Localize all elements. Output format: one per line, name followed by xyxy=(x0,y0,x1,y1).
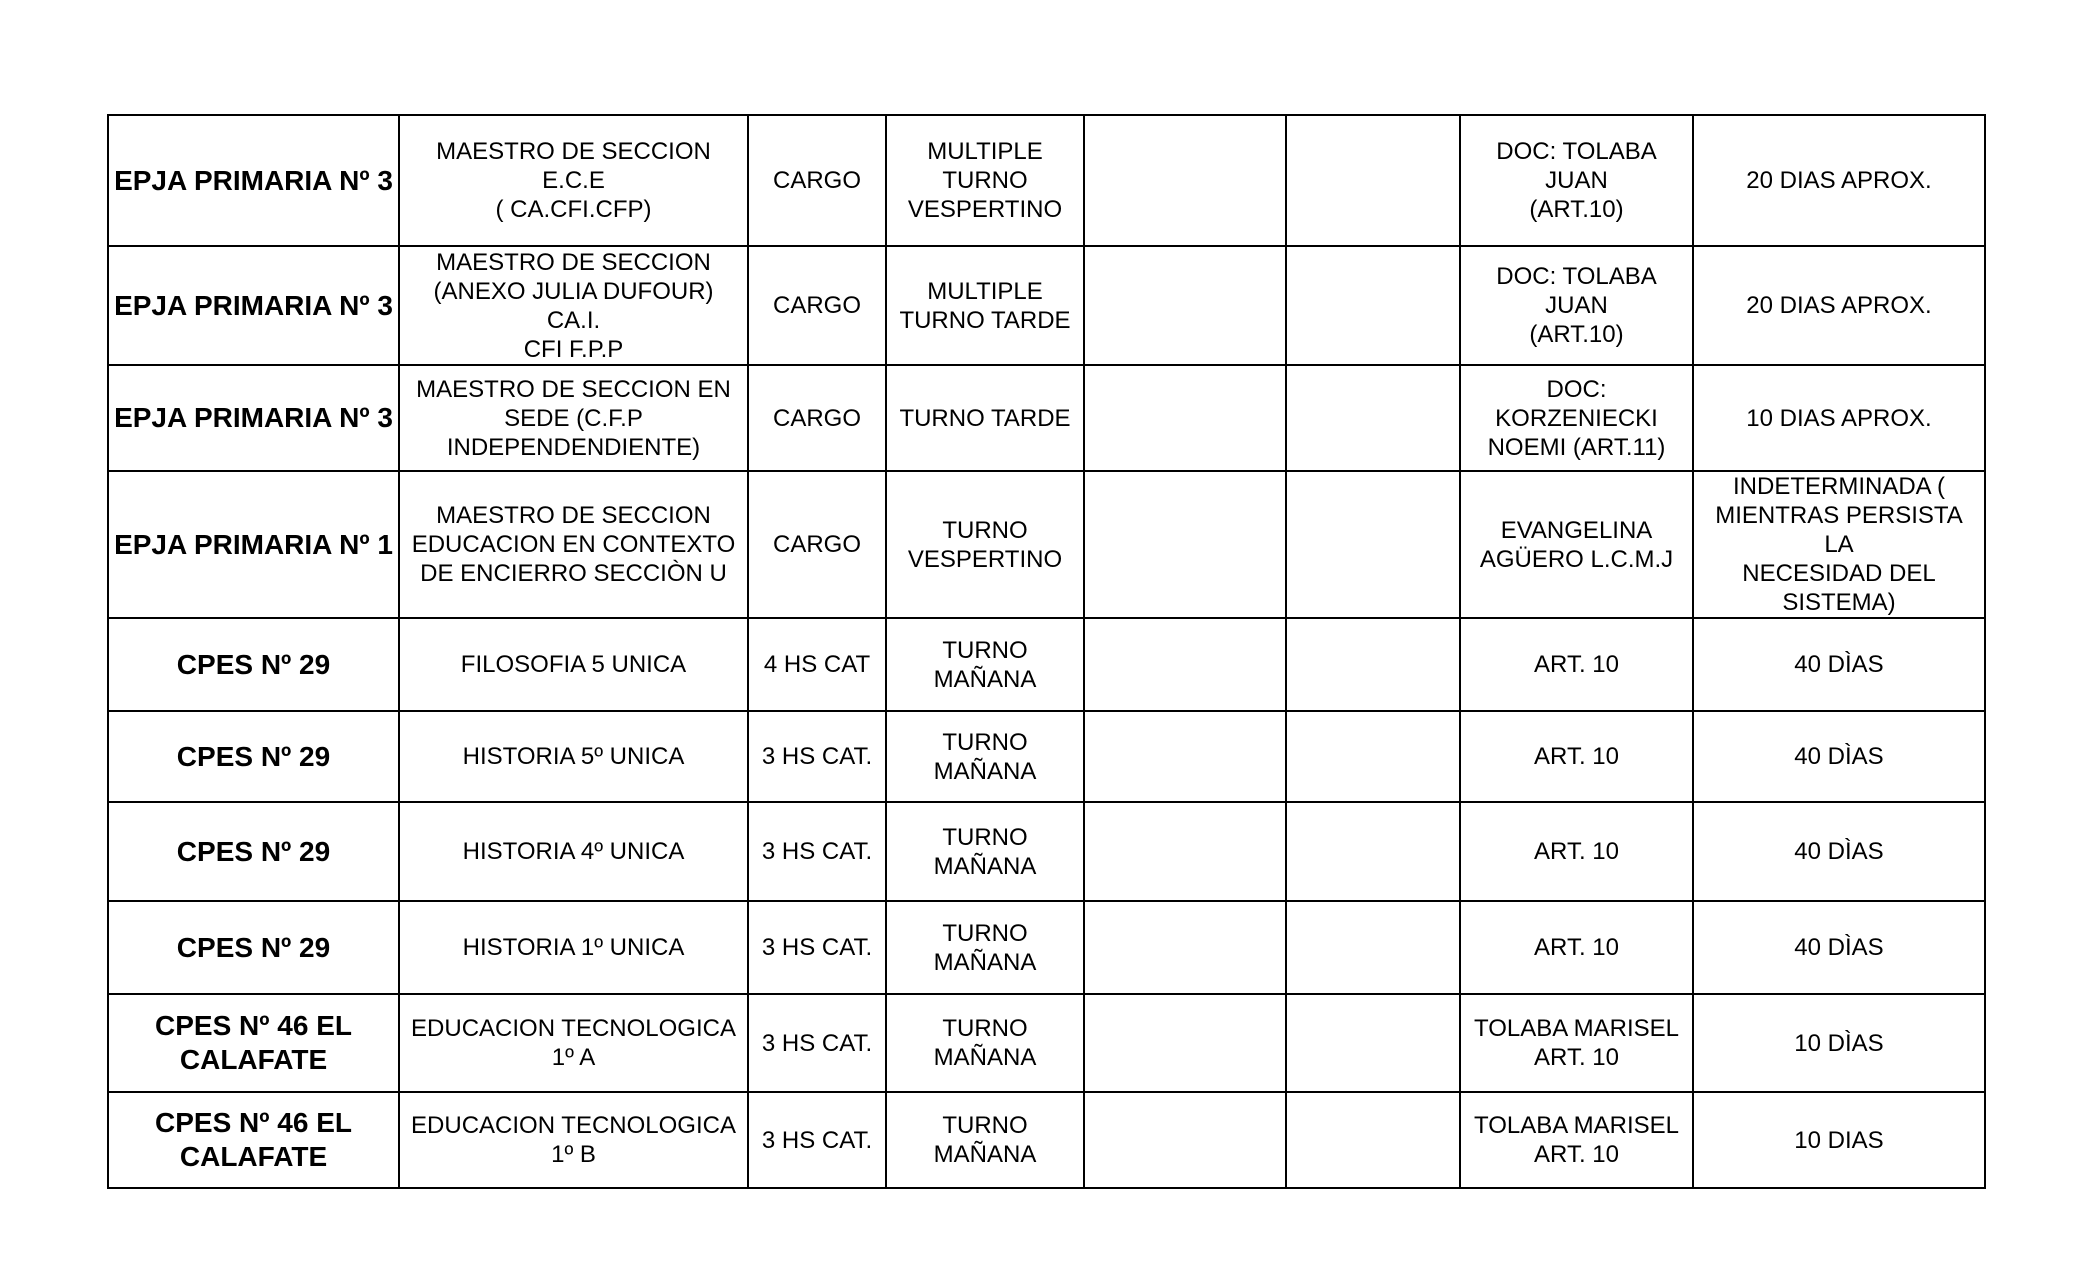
replaces-cell: TOLABA MARISEL ART. 10 xyxy=(1460,1092,1693,1188)
duration-cell: 10 DIAS xyxy=(1693,1092,1985,1188)
school-cell: EPJA PRIMARIA Nº 3 xyxy=(108,246,399,365)
blank-cell xyxy=(1084,901,1286,994)
blank-cell xyxy=(1286,115,1460,246)
shift-cell: TURNO MAÑANA xyxy=(886,1092,1084,1188)
school-cell: EPJA PRIMARIA Nº 1 xyxy=(108,471,399,618)
table-row xyxy=(108,365,1985,471)
duration-cell: INDETERMINADA ( MIENTRAS PERSISTA LA NECESIDAD DEL SISTEMA) xyxy=(1693,471,1985,618)
blank-cell xyxy=(1084,711,1286,802)
school-cell: EPJA PRIMARIA Nº 3 xyxy=(108,115,399,246)
duration-cell: 10 DÌAS xyxy=(1693,994,1985,1092)
table-row xyxy=(108,994,1985,1092)
subject-cell: EDUCACION TECNOLOGICA 1º B xyxy=(399,1092,748,1188)
type-cell: 3 HS CAT. xyxy=(748,711,886,802)
table-row xyxy=(108,711,1985,802)
shift-cell: TURNO MAÑANA xyxy=(886,618,1084,711)
subject-cell: EDUCACION TECNOLOGICA 1º A xyxy=(399,994,748,1092)
school-cell: CPES Nº 46 EL CALAFATE xyxy=(108,1092,399,1188)
blank-cell xyxy=(1286,618,1460,711)
blank-cell xyxy=(1084,618,1286,711)
table-body xyxy=(108,115,1985,1188)
table-row xyxy=(108,115,1985,246)
school-cell: CPES Nº 29 xyxy=(108,901,399,994)
school-cell: CPES Nº 29 xyxy=(108,618,399,711)
replaces-cell: ART. 10 xyxy=(1460,711,1693,802)
table-row xyxy=(108,471,1985,618)
school-cell: CPES Nº 46 EL CALAFATE xyxy=(108,994,399,1092)
blank-cell xyxy=(1286,901,1460,994)
school-cell: EPJA PRIMARIA Nº 3 xyxy=(108,365,399,471)
blank-cell xyxy=(1084,246,1286,365)
table-row xyxy=(108,246,1985,365)
shift-cell: MULTIPLE TURNO TARDE xyxy=(886,246,1084,365)
table-row xyxy=(108,618,1985,711)
type-cell: CARGO xyxy=(748,115,886,246)
shift-cell: TURNO VESPERTINO xyxy=(886,471,1084,618)
type-cell: 3 HS CAT. xyxy=(748,1092,886,1188)
shift-cell: TURNO TARDE xyxy=(886,365,1084,471)
type-cell: 4 HS CAT xyxy=(748,618,886,711)
duration-cell: 20 DIAS APROX. xyxy=(1693,246,1985,365)
table-row xyxy=(108,1092,1985,1188)
school-cell: CPES Nº 29 xyxy=(108,711,399,802)
blank-cell xyxy=(1084,1092,1286,1188)
type-cell: CARGO xyxy=(748,471,886,618)
blank-cell xyxy=(1286,471,1460,618)
blank-cell xyxy=(1084,802,1286,901)
duration-cell: 40 DÌAS xyxy=(1693,711,1985,802)
shift-cell: TURNO MAÑANA xyxy=(886,901,1084,994)
replaces-cell: DOC: TOLABA JUAN (ART.10) xyxy=(1460,246,1693,365)
replaces-cell: ART. 10 xyxy=(1460,802,1693,901)
subject-cell: HISTORIA 5º UNICA xyxy=(399,711,748,802)
shift-cell: TURNO MAÑANA xyxy=(886,994,1084,1092)
subject-cell: MAESTRO DE SECCION E.C.E ( CA.CFI.CFP) xyxy=(399,115,748,246)
shift-cell: TURNO MAÑANA xyxy=(886,711,1084,802)
blank-cell xyxy=(1286,711,1460,802)
subject-cell: HISTORIA 1º UNICA xyxy=(399,901,748,994)
blank-cell xyxy=(1084,365,1286,471)
replaces-cell: ART. 10 xyxy=(1460,618,1693,711)
replaces-cell: ART. 10 xyxy=(1460,901,1693,994)
replaces-cell: EVANGELINA AGÜERO L.C.M.J xyxy=(1460,471,1693,618)
subject-cell: MAESTRO DE SECCION (ANEXO JULIA DUFOUR) CA.I. CFI F.P.P xyxy=(399,246,748,365)
replaces-cell: DOC: TOLABA JUAN (ART.10) xyxy=(1460,115,1693,246)
type-cell: 3 HS CAT. xyxy=(748,901,886,994)
duration-cell: 40 DÌAS xyxy=(1693,901,1985,994)
blank-cell xyxy=(1286,802,1460,901)
subject-cell: MAESTRO DE SECCION EN SEDE (C.F.P INDEPENDENDIENTE) xyxy=(399,365,748,471)
blank-cell xyxy=(1286,1092,1460,1188)
subject-cell: FILOSOFIA 5 UNICA xyxy=(399,618,748,711)
type-cell: 3 HS CAT. xyxy=(748,994,886,1092)
blank-cell xyxy=(1286,994,1460,1092)
shift-cell: MULTIPLE TURNO VESPERTINO xyxy=(886,115,1084,246)
table-row xyxy=(108,901,1985,994)
shift-cell: TURNO MAÑANA xyxy=(886,802,1084,901)
vacancies-table xyxy=(107,114,1986,1189)
duration-cell: 40 DÌAS xyxy=(1693,802,1985,901)
subject-cell: MAESTRO DE SECCION EDUCACION EN CONTEXTO DE ENCIERRO SECCIÒN U xyxy=(399,471,748,618)
subject-cell: HISTORIA 4º UNICA xyxy=(399,802,748,901)
type-cell: CARGO xyxy=(748,246,886,365)
table-row xyxy=(108,802,1985,901)
blank-cell xyxy=(1084,471,1286,618)
replaces-cell: TOLABA MARISEL ART. 10 xyxy=(1460,994,1693,1092)
replaces-cell: DOC: KORZENIECKI NOEMI (ART.11) xyxy=(1460,365,1693,471)
type-cell: CARGO xyxy=(748,365,886,471)
type-cell: 3 HS CAT. xyxy=(748,802,886,901)
school-cell: CPES Nº 29 xyxy=(108,802,399,901)
blank-cell xyxy=(1286,365,1460,471)
blank-cell xyxy=(1286,246,1460,365)
duration-cell: 40 DÌAS xyxy=(1693,618,1985,711)
duration-cell: 10 DIAS APROX. xyxy=(1693,365,1985,471)
blank-cell xyxy=(1084,994,1286,1092)
duration-cell: 20 DIAS APROX. xyxy=(1693,115,1985,246)
blank-cell xyxy=(1084,115,1286,246)
